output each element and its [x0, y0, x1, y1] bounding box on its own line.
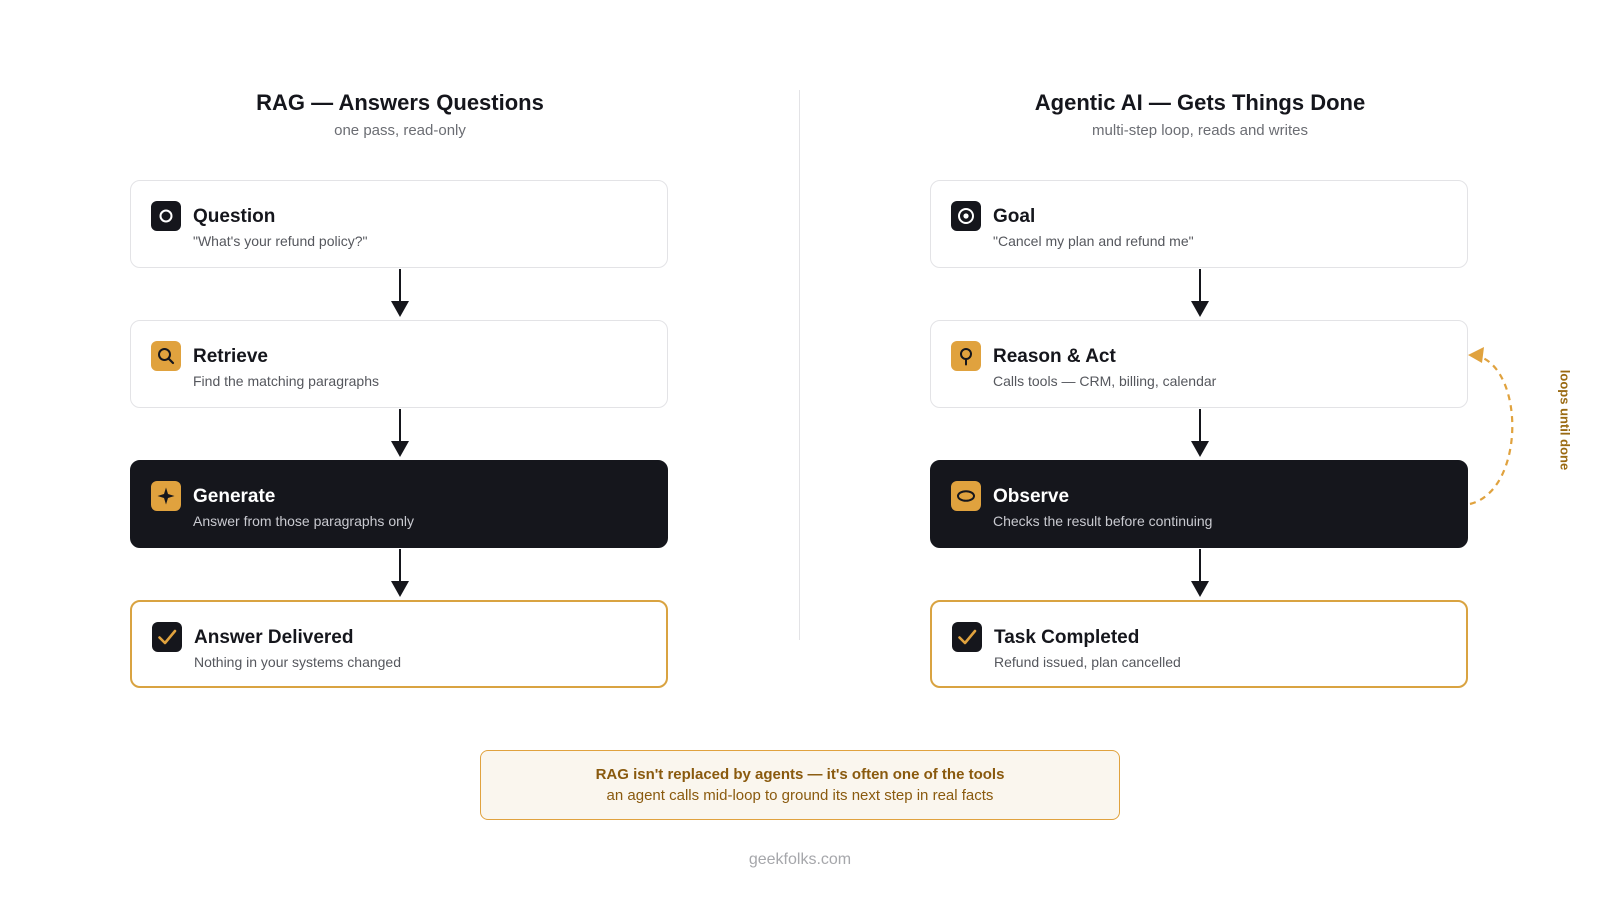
rag-step-description: Answer from those paragraphs only: [193, 513, 414, 529]
rag-column-subtitle: one pass, read-only: [334, 122, 466, 139]
rag-step-description: "What's your refund policy?": [193, 233, 368, 249]
note-box: [480, 750, 1120, 820]
eye-icon: [951, 481, 981, 511]
column-divider: [799, 90, 800, 640]
footer-credit: geekfolks.com: [748, 851, 852, 868]
agentic-column-subtitle: multi-step loop, reads and writes: [1092, 122, 1308, 139]
agentic-step-description: Checks the result before continuing: [993, 513, 1213, 529]
agentic-step-description: Refund issued, plan cancelled: [994, 654, 1181, 670]
rag-step-retrieve: [130, 320, 668, 408]
rag-step-question: [130, 180, 668, 268]
flow-arrow: [389, 409, 411, 459]
lightbulb-icon: [951, 341, 981, 371]
flow-arrow: [1189, 409, 1211, 459]
agentic-step-title: Reason & Act: [993, 346, 1116, 367]
sparkle-icon: [151, 481, 181, 511]
rag-step-generate: [130, 460, 668, 548]
rag-step-title: Retrieve: [193, 346, 268, 367]
flow-arrow: [1189, 549, 1211, 599]
search-icon: [151, 341, 181, 371]
agentic-step-description: Calls tools — CRM, billing, calendar: [993, 373, 1217, 389]
agentic-step-task-completed: [930, 600, 1468, 688]
flow-arrow: [1189, 269, 1211, 319]
circle-icon: [151, 201, 181, 231]
note-headline: RAG isn't replaced by agents — it's often one of the tools: [595, 766, 1005, 783]
loop-arrow: [1460, 340, 1530, 520]
agentic-column-title: Agentic AI — Gets Things Done: [1034, 90, 1366, 115]
rag-step-title: Question: [193, 206, 276, 227]
rag-step-description: Nothing in your systems changed: [194, 654, 401, 670]
agentic-step-title: Task Completed: [994, 627, 1140, 648]
agentic-step-description: "Cancel my plan and refund me": [993, 233, 1194, 249]
rag-step-description: Find the matching paragraphs: [193, 373, 379, 389]
loop-label: loops until done: [1557, 369, 1573, 471]
rag-column-title: RAG — Answers Questions: [256, 90, 544, 115]
agentic-step-reason-act: [930, 320, 1468, 408]
agentic-step-title: Observe: [993, 486, 1070, 507]
note-detail: an agent calls mid-loop to ground its next step in real facts: [606, 787, 994, 804]
flow-arrow: [389, 549, 411, 599]
agentic-step-goal: [930, 180, 1468, 268]
rag-step-title: Answer Delivered: [194, 627, 354, 648]
rag-step-title: Generate: [193, 486, 276, 507]
agentic-step-title: Goal: [993, 206, 1036, 227]
flow-arrow: [389, 269, 411, 319]
checkmark-icon: [152, 622, 182, 652]
rag-step-answer-delivered: [130, 600, 668, 688]
checkmark-icon: [952, 622, 982, 652]
agentic-step-observe: [930, 460, 1468, 548]
target-icon: [951, 201, 981, 231]
